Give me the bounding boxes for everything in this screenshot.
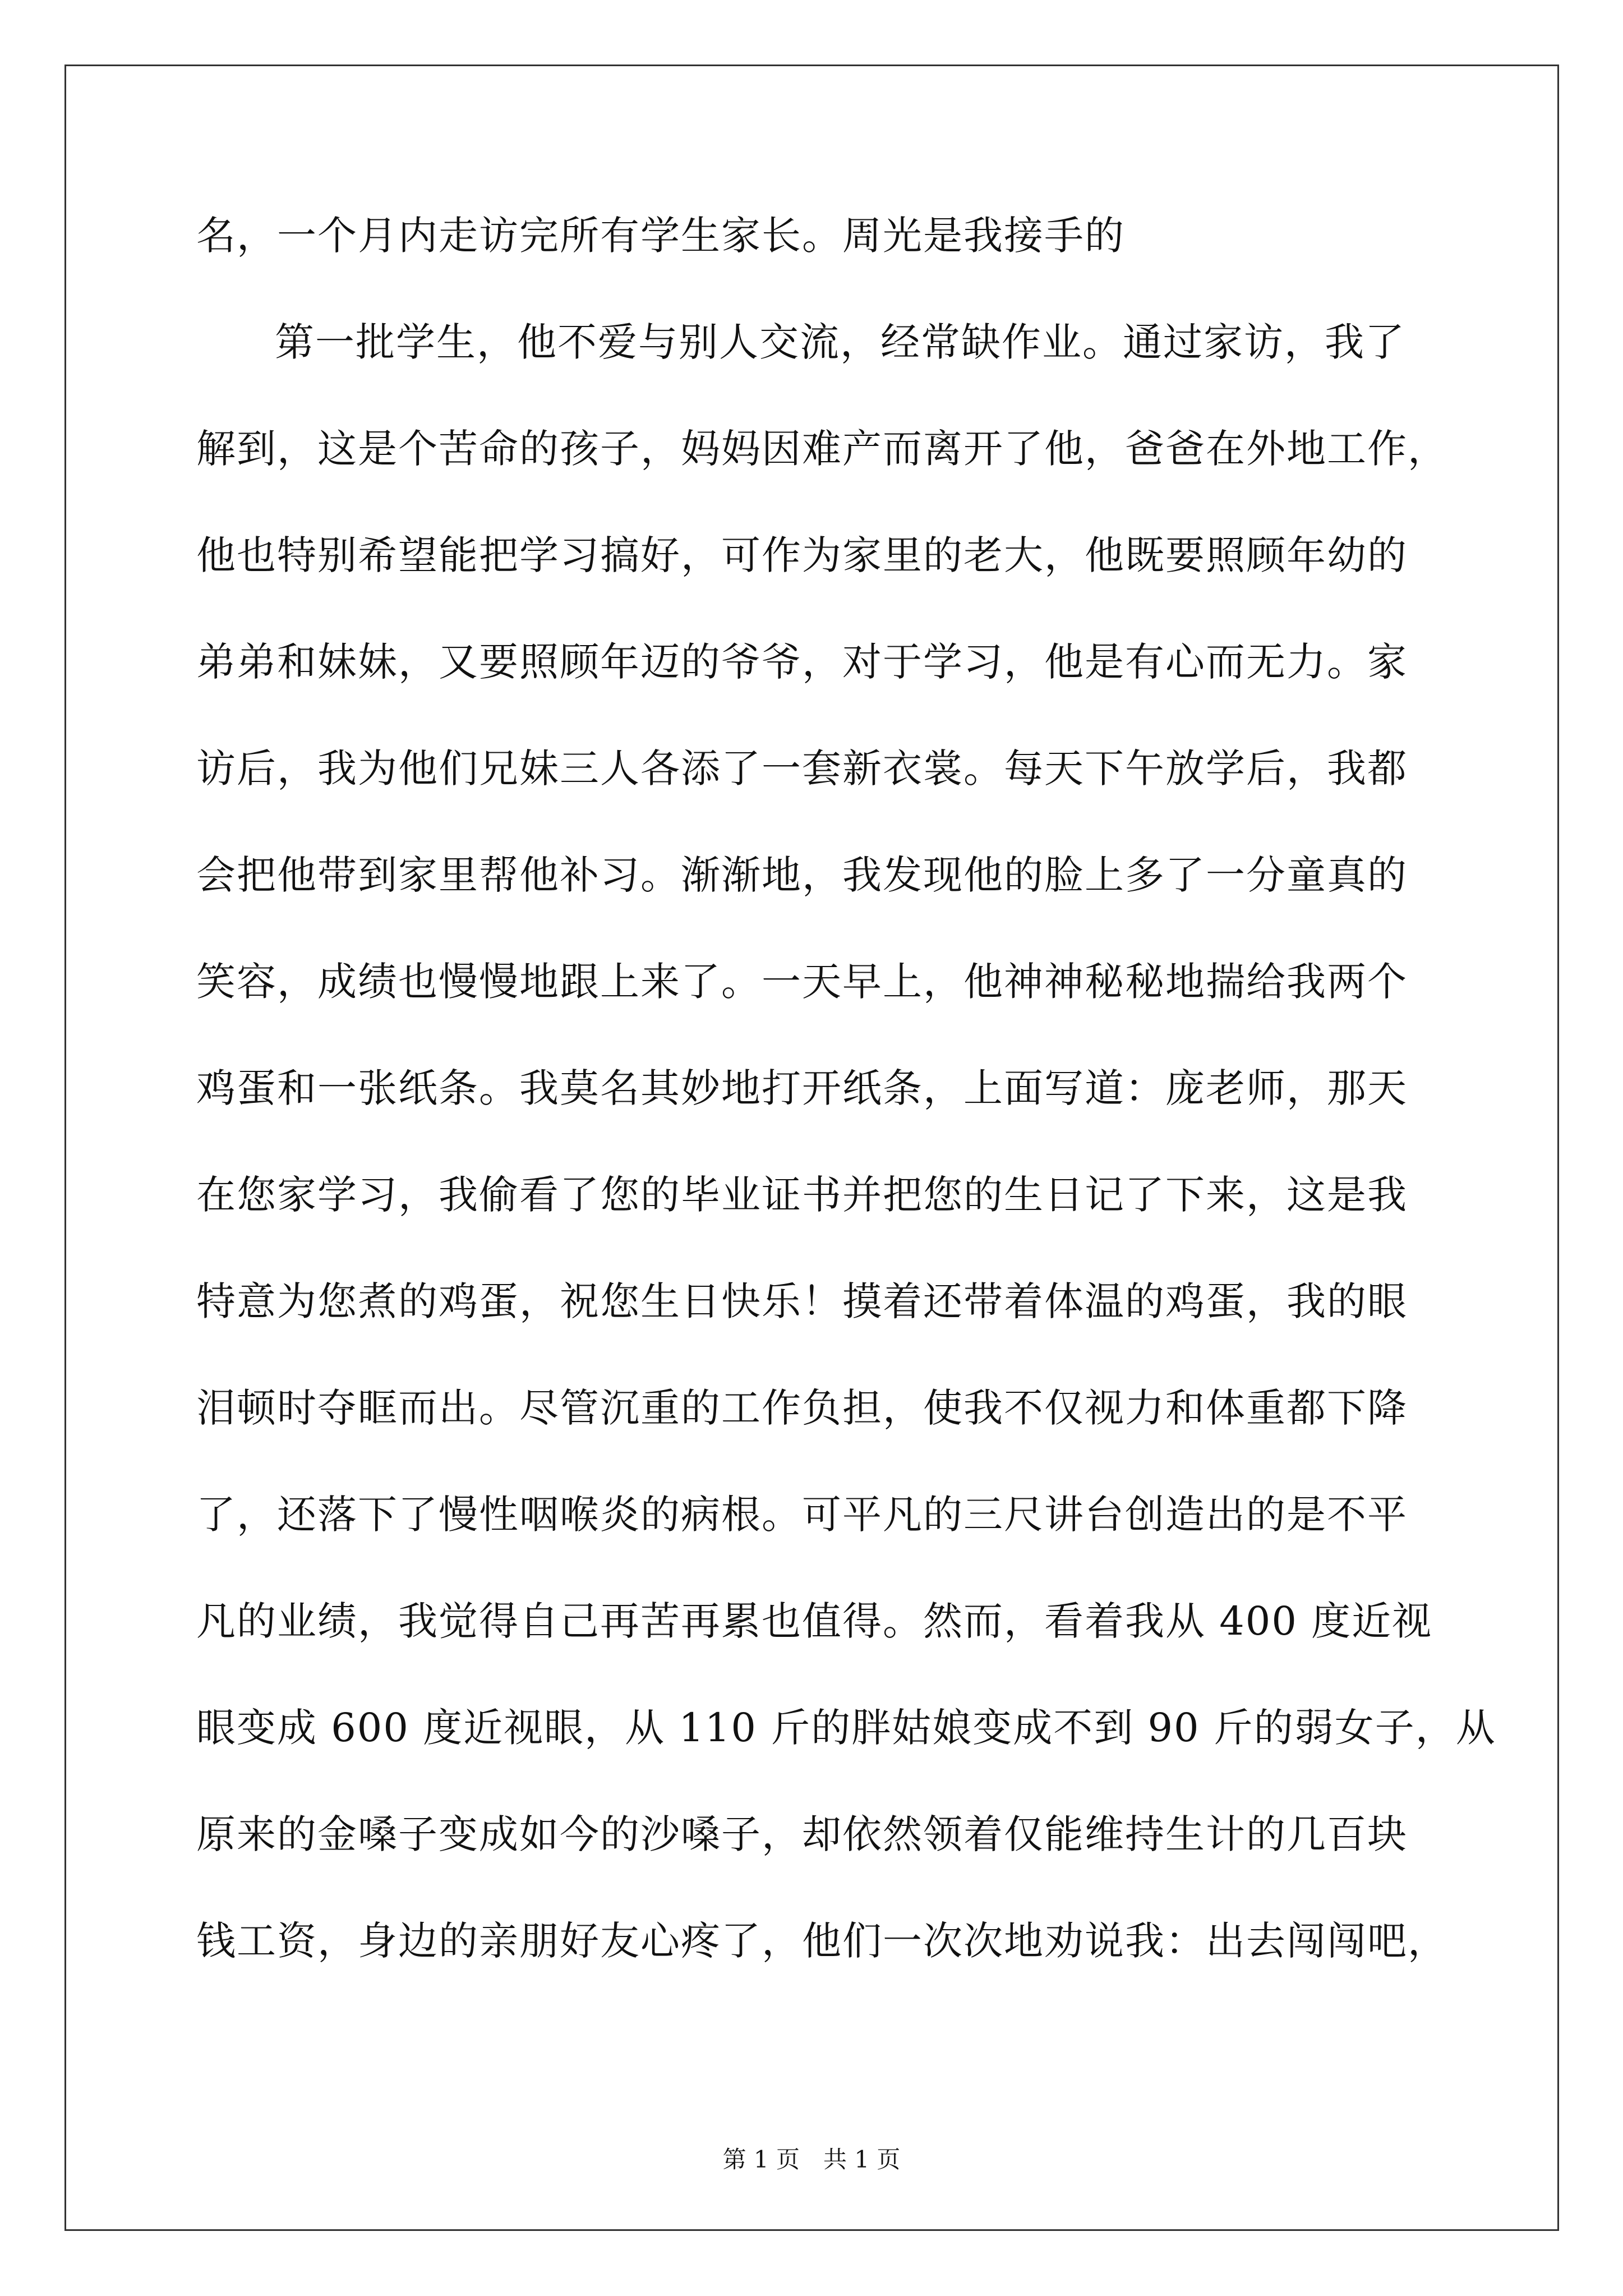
text-line: 名，一个月内走访完所有学生家长。周光是我接手的 xyxy=(196,213,1125,259)
page-frame xyxy=(64,65,1559,2231)
text-line: 在您家学习，我偷看了您的毕业证书并把您的生日记了下来，这是我 xyxy=(196,1172,1408,1218)
text-line: 访后，我为他们兄妹三人各添了一套新衣裳。每天下午放学后，我都 xyxy=(196,746,1408,792)
text-line: 原来的金嗓子变成如今的沙嗓子，却依然领着仅能维持生计的几百块 xyxy=(196,1811,1408,1857)
text-line: 了，还落下了慢性咽喉炎的病根。可平凡的三尺讲台创造出的是不平 xyxy=(196,1492,1408,1538)
text-line: 会把他带到家里帮他补习。渐渐地，我发现他的脸上多了一分童真的 xyxy=(196,852,1408,898)
text-line: 眼变成 600 度近视眼，从 110 斤的胖姑娘变成不到 90 斤的弱女子，从 xyxy=(196,1705,1496,1751)
text-line: 笑容，成绩也慢慢地跟上来了。一天早上，他神神秘秘地揣给我两个 xyxy=(196,959,1408,1005)
text-line: 鸡蛋和一张纸条。我莫名其妙地打开纸条，上面写道：庞老师，那天 xyxy=(196,1065,1408,1111)
page-number-footer: 第 1 页 共 1 页 xyxy=(722,2146,901,2173)
text-line: 泪顿时夺眶而出。尽管沉重的工作负担，使我不仅视力和体重都下降 xyxy=(196,1385,1408,1431)
text-line: 特意为您煮的鸡蛋，祝您生日快乐！摸着还带着体温的鸡蛋，我的眼 xyxy=(196,1278,1408,1324)
text-line: 凡的业绩，我觉得自己再苦再累也值得。然而，看着我从 400 度近视 xyxy=(196,1598,1433,1644)
text-line: 弟弟和妹妹，又要照顾年迈的爷爷，对于学习，他是有心而无力。家 xyxy=(196,639,1408,685)
text-line: 解到，这是个苦命的孩子，妈妈因难产而离开了他，爸爸在外地工作， xyxy=(196,426,1448,472)
paragraph-first-line: 第一批学生，他不爱与别人交流，经常缺作业。通过家访，我了 xyxy=(275,319,1405,365)
text-line: 钱工资，身边的亲朋好友心疼了，他们一次次地劝说我：出去闯闯吧， xyxy=(196,1918,1448,1964)
text-line: 他也特别希望能把学习搞好，可作为家里的老大，他既要照顾年幼的 xyxy=(196,532,1408,578)
